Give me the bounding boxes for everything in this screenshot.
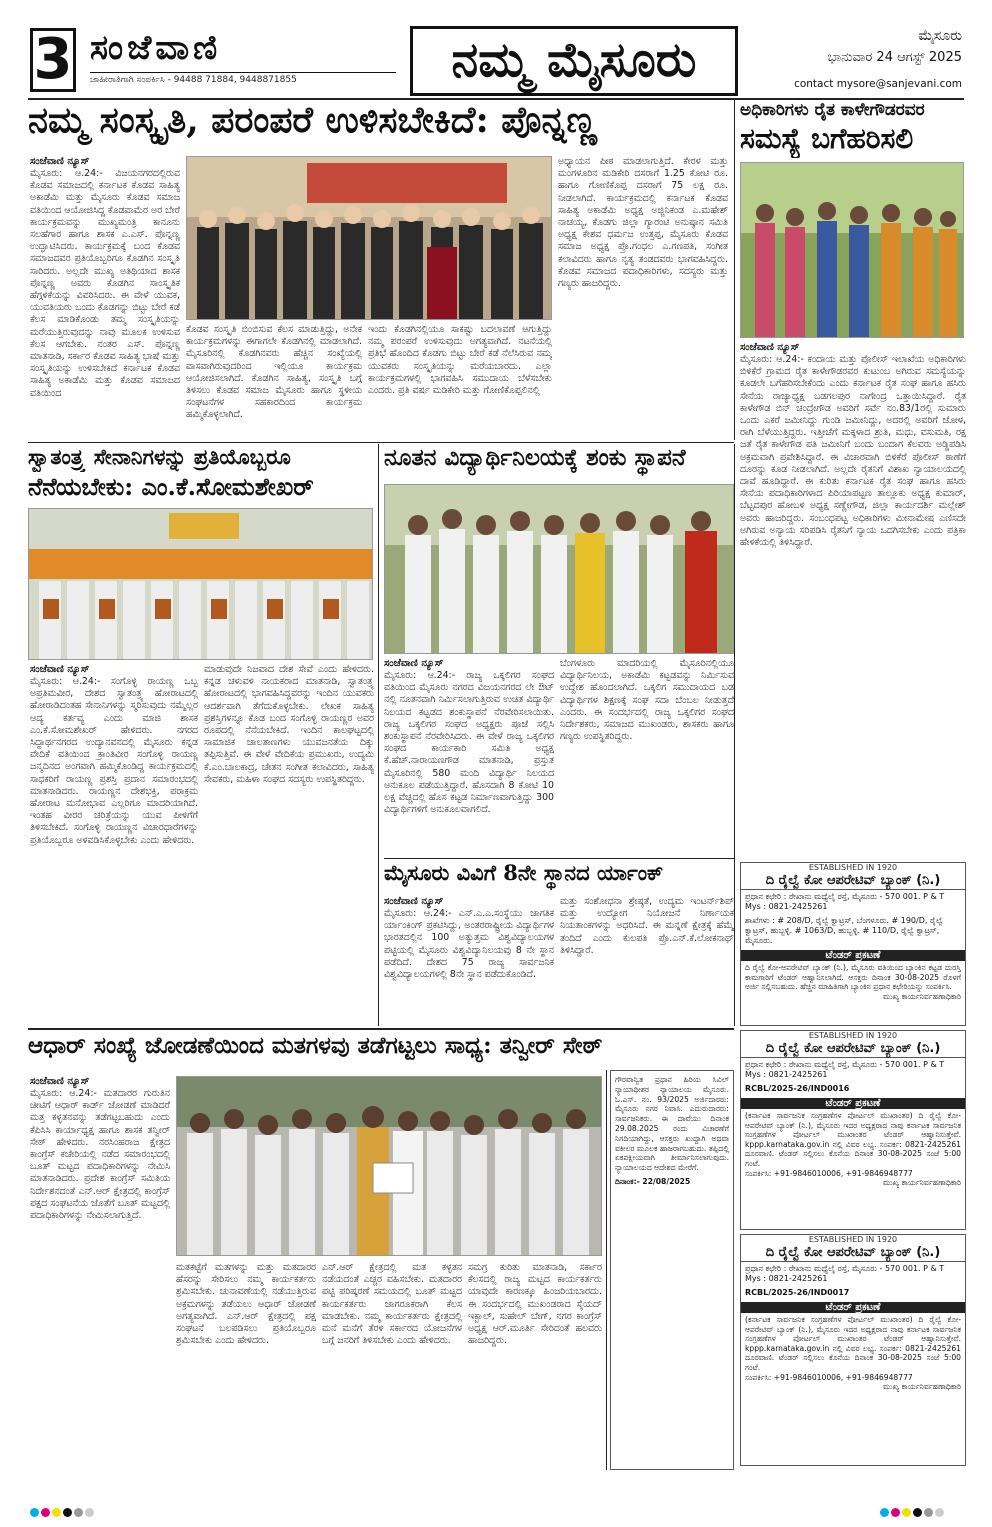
story6-headline: ಆಧಾರ್ ಸಂಖ್ಯೆ ಜೋಡಣೆಯಿಂದ ಮತಗಳವು ತಡೆಗಟ್ಟಲು ಸಾಧ್ಯ: ತನ್ವೀರ್ ಸೇಠ್: [28, 1034, 603, 1059]
award-ceremony-photo: [29, 509, 373, 660]
ad2-reference: RCBL/2025-26/IND0016: [745, 1084, 850, 1093]
story1-col2: ಕೊಡವ ಸಂಸ್ಕೃತಿ ಬಿಂಬಿಸುವ ಕೆಲಸ ಮಾಡುತ್ತಿದ್ದು, ಅನೇಕ ಕಾರ್ಯಕ್ರಮಗಳನ್ನು ಈಗಾಗಲೇ ಕೊಡಗಿನಲ್ಲಿ ಮಾಡಲಾಗಿದೆ. ಮೈಸೂರಿನಲ್ಲಿ ಕೊಡಗಿನವರು ಹೆಚ್ಚಿನ ಸಂಖ್ಯೆಯಲ್ಲಿ ವಾಸವಾಗಿರುವುದರಿಂದ ಇಲ್ಲಿಯೂ ಕಾರ್ಯಕ್ರಮ ಆಯೋಜಿಸಲಾಗಿದೆ. ಕೊಡಗಿನ ಸಾಹಿತ್ಯ, ಸಂಸ್ಕೃತಿ ಬಗ್ಗೆ ತಿಳಿಸಲು ಕೊಡವ ಸಮಾಜ ಮೈಸೂರು ಹಾಗೂ ಸ್ಥಳೀಯ ಸಂಘಟನೆಗಳ ಸಹಕಾರದಿಂದ ಕಾರ್ಯಕ್ರಮ ಹಮ್ಮಿಕೊಳ್ಳಲಾಗಿದೆ.: [186, 324, 362, 421]
ad3-bank-name: ದಿ ರೈಲ್ವೆ ಕೋ ಆಪರೇಟಿವ್ ಬ್ಯಾಂಕ್ (ನಿ.): [741, 1244, 965, 1262]
story6-col4: ಸಮಗ್ರ ಕುರಿತು ಮಾತನಾಡಿ, ಸರ್ಕಾರ ಕೆಲಸದಲ್ಲಿ ರಾಜ್ಯ ಮಟ್ಟದ ಕಾರ್ಯಕರ್ತರು ಯಾವುದೇ ಕಾರಣಕ್ಕೂ ಹಿಂಜರಿಯಬಾರದು. ಈ ಸಂದರ್ಭದಲ್ಲಿ ಮುಖಂಡರಾದ ಸೈಯದ್ ಇಕ್ಬಾಲ್, ಸುಹೇಲ್ ಬೇಗ್, ನಗರ ಕಾಂಗ್ರೆಸ್ ಅಧ್ಯಕ್ಷ ಆರ್.ಮೂರ್ತಿ ಸೇರಿದಂತೆ ಹಲವರು ಹಾಜರಿದ್ದರು.: [468, 1262, 602, 1347]
logo-text: ಸಂಜೆವಾಣಿ: [90, 28, 222, 68]
masthead-tagline: ಜಾಹೀರಾತಿಗಾಗಿ ಸಂಪರ್ಕಿಸಿ - 94488 71884, 9448871855: [90, 72, 396, 85]
page-number: 3: [30, 28, 76, 92]
story4-photo: [384, 484, 734, 654]
farmer-family-photo: [741, 163, 964, 338]
ad3-tender-title: ಟೆಂಡರ್ ಪ್ರಕಟಣೆ: [741, 1302, 965, 1313]
ad3-contact: ಸಂಪರ್ಕಿಸಿ: +91-9846010006, +91-9846948777: [745, 1372, 913, 1382]
story3-col1: ಮೈಸೂರು: ಆ.24:- ಸಂಗೊಳ್ಳಿ ರಾಯಣ್ಣ ಒಬ್ಬ ಅಪ್ರತಿಮವೀರ, ದೇಶದ ಸ್ವಾತಂತ್ರ್ಯ ಹೋರಾಟದಲ್ಲಿ ಹೋರಾಡಿದಂತಹ ಸೇನಾನಿಗಳನ್ನು ಸ್ಮರಿಸುವುದು ನಮ್ಮೆಲ್ಲರ ಆದ್ಯ ಕರ್ತವ್ಯ ಎಂದು ಮಾಜಿ ಶಾಸಕ ಎಂ.ಕೆ.ಸೋಮಶೇಖರ್ ಹೇಳಿದರು. ನಗರದ ಸಿದ್ಧಾರ್ಥನಗರದ ಉದ್ಯಾನವನದಲ್ಲಿ ಮೈಸೂರು ಕನ್ನಡ ವೇದಿಕೆ ವತಿಯಿಂದ ಕ್ರಾಂತಿವೀರ ಸಂಗೊಳ್ಳಿ ರಾಯಣ್ಣ ಜನ್ಮದಿನದ ಅಂಗವಾಗಿ ಹಮ್ಮಿಕೊಂಡಿದ್ದ ಕಾರ್ಯಕ್ರಮದಲ್ಲಿ ಸಾಧಕರಿಗೆ ರಾಯಣ್ಣ ಪ್ರಶಸ್ತಿ ಪ್ರದಾನ ಸಮಾರಂಭದಲ್ಲಿ ಮಾತನಾಡಿದರು. ರಾಯಣ್ಣನ ದೇಶಭಕ್ತಿ, ಪರಾಕ್ರಮ ಹೋರಾಟ ಮನೋಭಾವ ಎಲ್ಲರಿಗೂ ಮಾದರಿಯಾಗಿದೆ. ಇಂತಹ ವೀರರ ಚರಿತ್ರೆಯನ್ನು ಯುವ ಪೀಳಿಗೆಗೆ ತಿಳಿಸಬೇಕಿದೆ. ಸಂಗೊಳ್ಳಿ ರಾಯಣ್ಣನ ವಿಚಾರಧಾರೆಗಳನ್ನು ಪ್ರತಿಯೊಬ್ಬರೂ ಅಳವಡಿಸಿಕೊಳ್ಳಬೇಕು ಎಂದು ಹೇಳಿದರು.: [30, 676, 198, 846]
ad2-address: ಪ್ರಧಾನ ಕಛೇರಿ : ರೇಖಾನು ಮಧ್ಯೆಲೈ ರಸ್ತೆ, ಮೈಸೂರು - 570 001. P & T Mys : 0821-2425261: [745, 1060, 945, 1079]
ad2-text: (ಕರ್ನಾಟಕ ಸಾರ್ವಜನಿಕ ಸಂಗ್ರಹಣೆಗಳ ಪೋರ್ಟಲ್ ಮುಖಾಂತರ) ದಿ ರೈಲ್ವೆ ಕೋ-ಆಪರೇಟಿವ್ ಬ್ಯಾಂಕ್ (ನಿ.), ಮೈಸೂರು ಇದರ ಅಧ್ಯಕ್ಷರಾದ ನಾವು ಕರ್ನಾಟಕ ಸಾರ್ವಜನಿಕ ಸಂಗ್ರಹಣೆಗಳ ಪೋರ್ಟಲ್ ಮುಖಾಂತರ ಟೆಂಡರ್ ಆಹ್ವಾನಿಸುತ್ತೇವೆ. kppp.karnataka.gov.in ನಲ್ಲಿ ವಿವರ ಲಭ್ಯ. ಸಂಪರ್ಕ: 0821-2425261 ದೂರವಾಣಿ. ಟೆಂಡರ್ ಸಲ್ಲಿಸಲು ಕೊನೆಯ ದಿನಾಂಕ 30-08-2025 ಸಂಜೆ 5:00 ಗಂಟೆ.: [745, 1111, 961, 1168]
story6-byline: ಸಂಜೆವಾಣಿ ನ್ಯೂಸ್: [30, 1076, 90, 1087]
story4-col1: ಮೈಸೂರು: ಆ.24:- ರಾಜ್ಯ ಒಕ್ಕಲಿಗರ ಸಂಘದ ವತಿಯಿಂದ ಮೈಸೂರು ನಗರದ ವಿಜಯನಗರದ ಲೇ ಔಟ್ ನಲ್ಲಿ ನೂತನವಾಗಿ ನಿರ್ಮಿಸಲಾಗುತ್ತಿರುವ ಉಚಿತ ವಿದ್ಯಾರ್ಥಿ ನಿಲಯದ ಕಟ್ಟಡದ ಶಂಕುಸ್ಥಾಪನೆ ನೆರವೇರಿಸಲಾಯಿತು. ರಾಜ್ಯ ಒಕ್ಕಲಿಗರ ಸಂಘದ ಅಧ್ಯಕ್ಷರು ಪೂಜೆ ಸಲ್ಲಿಸಿ ಶಂಕುಸ್ಥಾಪನೆ ನೆರವೇರಿಸಿದರು. ಈ ವೇಳೆ ರಾಜ್ಯ ಒಕ್ಕಲಿಗರ ಸಂಘದ ಕಾರ್ಯಕಾರಿ ಸಮಿತಿ ಅಧ್ಯಕ್ಷ ಕೆ.ಹೆಚ್.ನಾರಾಯಣಗೌಡ ಮಾತನಾಡಿ, ಪ್ರಸ್ತುತ ಮೈಸೂರಿನಲ್ಲಿ 580 ಮಂದಿ ವಿದ್ಯಾರ್ಥಿ ನಿಲಯದ ಅನುಕೂಲ ಪಡೆಯುತ್ತಿದ್ದಾರೆ. ಹೊಸದಾಗಿ 8 ಕೋಟಿ 10 ಲಕ್ಷ ವೆಚ್ಚದಲ್ಲಿ ಹೊಸ ಕಟ್ಟಡ ನಿರ್ಮಾಣವಾಗುತ್ತಿದ್ದು 300 ವಿದ್ಯಾರ್ಥಿಗಳಿಗೆ ಅನುಕೂಲವಾಗಲಿದೆ.: [384, 670, 554, 816]
ad1-tender-title: ಟೆಂಡರ್ ಪ್ರಕಟಣೆ: [741, 950, 965, 961]
story4-headline: ನೂತನ ವಿದ್ಯಾರ್ಥಿನಿಲಯಕ್ಕೆ ಶಂಕು ಸ್ಥಾಪನೆ: [384, 446, 686, 471]
story5-col1: ಮೈಸೂರು: ಆ.24:- ಎನ್.ಎ.ಎ.ಸಂಸ್ಥೆಯು ಜಾಗತಿಕ ರ್ಯಾಂಕಿಂಗ್ ಪ್ರಕಟಿಸಿದ್ದು, ಅಂತರರಾಷ್ಟ್ರೀಯ ವಿದ್ಯಾರ್ಥಿಗಳ ಭಾರತದಲ್ಲಿನ 100 ಅತ್ಯುತ್ತಮ ವಿಶ್ವವಿದ್ಯಾಲಯಗಳ ಪಟ್ಟಿಯಲ್ಲಿ ಮೈಸೂರು ವಿಶ್ವವಿದ್ಯಾನಿಲಯವು 8 ನೇ ಸ್ಥಾನ ಪಡೆದಿದೆ. ದೇಶದ 75 ರಾಜ್ಯ ಸಾರ್ವಜನಿಕ ವಿಶ್ವವಿದ್ಯಾಲಯಗಳಲ್ಲಿ 8ನೇ ಸ್ಥಾನ ಪಡೆದುಕೊಂಡಿದೆ.: [384, 908, 554, 981]
story3-headline2: ನೆನೆಯಬೇಕು: ಎಂ.ಕೆ.ಸೋಮಶೇಖರ್: [28, 474, 314, 501]
ad2-contact: ಸಂಪರ್ಕಿಸಿ: +91-9846010006, +91-9846948777: [745, 1168, 913, 1178]
ad3-signature: ಮುಖ್ಯ ಕಾರ್ಯನಿರ್ವಹಣಾಧಿಕಾರಿ: [882, 1382, 961, 1392]
story3-byline: ಸಂಜೆವಾಣಿ ನ್ಯೂಸ್: [30, 664, 90, 675]
story1-col4: ಅಧ್ಯಾಯನ ಪೀಠ ಮಾಡಲಾಗುತ್ತಿದೆ. ಕೇರಳ ಮತ್ತು ಮಂಗಳೂರಿನ ಮಡಿಕೇರಿ ದಸರಾಗೆ 1.25 ಕೋಟಿ ರೂ. ಹಾಗೂ ಗೋಣಿಕೊಪ್ಪ ದಸರಾಗೆ 75 ಲಕ್ಷ ರೂ. ನೀಡಲಾಗಿದೆ. ಕಾರ್ಯಕ್ರಮದಲ್ಲಿ ಕರ್ನಾಟಕ ಕೊಡವ ಸಾಹಿತ್ಯ ಅಕಾಡೆಮಿ ಅಧ್ಯಕ್ಷ ಅಜ್ಜಿನಿಕಂಡ ಎ.ಮಹೇಶ್ ನಾಚಯ್ಯ, ಕೊಡಗು ಜಿಲ್ಲಾ ಗ್ಯಾರಂಟಿ ಅನುಷ್ಠಾನ ಸಮಿತಿ ಅಧ್ಯಕ್ಷ ಕೇಶವ ಧರ್ಮಜ ಉತ್ತಪ್ಪ, ಮೈಸೂರು ಕೊಡವ ಸಮಾಜ ಅಧ್ಯಕ್ಷ ಪ್ರೊ.ಗಂಧಲ ಎ.ಗಣಪತಿ, ಸಂಗೀತ ಕಲಾವಿದರು ಹಾಗೂ ನೃತ್ಯ ತಂಡದವರು ಭಾಗವಹಿಸಿದ್ದರು. ಕೊಡವ ಸಮಾಜದ ಪದಾಧಿಕಾರಿಗಳು, ಸದಸ್ಯರು ಮತ್ತು ಗಣ್ಯರು ಹಾಜರಿದ್ದರು.: [558, 156, 728, 290]
foundation-ceremony-photo: [385, 485, 734, 654]
story1-photo: [186, 156, 552, 320]
ad3-established: ESTABLISHED IN 1920: [808, 1235, 898, 1244]
story1-col1: ಮೈಸೂರು: ಆ.24:- ವಿಜಯನಗರದಲ್ಲಿರುವ ಕೊಡವ ಸಮಾಜದಲ್ಲಿ ಕರ್ನಾಟಕ ಕೊಡವ ಸಾಹಿತ್ಯ ಅಕಾಡೆಮಿ ಮತ್ತು ಮೈಸೂರು ಕೊಡವ ಸಮಾಜ ವತಿಯಿಂದ ಆಯೋಜಿಸಿದ್ದ ಕೊಡವಾಮೆರ ಅರ ಬೇರೆ ಕಾರ್ಯಕ್ರಮವನ್ನು ಮುಖ್ಯಮಂತ್ರಿ ಕಾನೂನು ಸಲಹೆಗಾರ ಹಾಗೂ ಶಾಸಕ ಎ.ಎಸ್. ಪೊನ್ನಣ್ಣ ಉದ್ಘಾಟಿಸಿದರು. ಕಾರ್ಯಕ್ರಮಕ್ಕೆ ಬಂದ ಕೊಡವ ಸಮಾಜದವರ ಪ್ರತಿಯೊಬ್ಬರಿಗೂ ಕೊಡಗಿನ ಸಂಸ್ಕೃತಿ ಸಾರಿದರು. ಅಲ್ಲದೇ ಮುಖ್ಯ ಅತಿಥಿಯಾದ ಶಾಸಕ ಪೊನ್ನಣ್ಣ ಅವರು ಕೊಡಗಿನ ಸಾಂಸ್ಕೃತಿಕ ಹೆಗ್ಗಳಿಕೆಯನ್ನು ವಿವರಿಸಿದರು. ಈ ವೇಳೆ ಯುವಕ, ಯುವತಿಯರು ಬಂದು ಕೊಡಗನ್ನು ಬಿಟ್ಟು ಬೇರೆ ಕಡೆ ಕೆಲಸ ಮಾಡಿಕೊಂಡು ತಮ್ಮ ಸಂಸ್ಕೃತಿಯನ್ನು ಮರೆಯುತ್ತಿರುವುದನ್ನು ನಾವು ಮೂಲಕ ಉಳಿಸುವ ಕೆಲಸ ಆಗಬೇಕು. ನಂತರ ಎಸ್. ಪೊನ್ನಣ್ಣ ಮಾತನಾಡಿ, ಸರ್ಕಾರ ಕೊಡವ ಸಾಹಿತ್ಯ ಭಾಷೆ ಮತ್ತು ಸಂಸ್ಕೃತಿಯನ್ನು ಉಳಿಸಬೇಕಿದೆ ಕರ್ನಾಟಕ ಕೊಡವ ಸಾಹಿತ್ಯ ಅಕಾಡೆಮಿ ಮತ್ತು ಕೊಡವ ಸಮಾಜದ ವತಿಯಿಂದ: [30, 168, 180, 399]
section-title: ನಮ್ಮ ಮೈಸೂರು: [410, 26, 738, 96]
story6-photo: [176, 1076, 602, 1256]
story5-byline: ಸಂಜೆವಾಣಿ ನ್ಯೂಸ್: [384, 896, 444, 907]
ad3-reference: RCBL/2025-26/IND0017: [745, 1288, 850, 1297]
ad2-signature: ಮುಖ್ಯ ಕಾರ್ಯನಿರ್ವಹಣಾಧಿಕಾರಿ: [882, 1178, 961, 1188]
story2-body: ಮೈಸೂರು: ಆ.24:- ಕಂದಾಯ ಮತ್ತು ಪೊಲೀಸ್ ಇಲಾಖೆಯ ಅಧಿಕಾರಿಗಳು ಬಿಳಿಕೆರೆ ಗ್ರಾಮದ ರೈತ ಕಾಳೇಗೌಡರವರ ಕುಟುಂಬ ಅಗಿರುವ ಸಮಸ್ಯೆಯನ್ನು ಕೂಡಲೇ ಬಗೆಹರಿಸಬೇಕೆಂದು ಎಂದು ಕರ್ನಾಟಕ ರೈತ ಸಂಘ ಹಾಗೂ ಹಸಿರು ಸೇನೆಯ ರಾಜ್ಯಾಧ್ಯಕ್ಷ ಬಡಗಲಪುರ ನಾಗೇಂದ್ರ ಒತ್ತಾಯಿಸಿದ್ದಾರೆ. ರೈತ ಕಾಳೇಗೌಡ ಬಿನ್ ಚಂದ್ರೇಗೌಡ ಅವರಿಗೆ ಸರ್ವೆ ನಂ.83/1ರಲ್ಲಿ ಸುಮಾರು ಒಂದು ಎಕರೆ ಜಮೀನಿದ್ದು ಗುಂಡಿ ಜಮೀನಿದ್ದು, ಅದರಲ್ಲಿ ಅವರಿಗೆ ಜೋಳ, ರಾಗಿ ಬೆಳೆಯುತ್ತಿದ್ದರು. ಇತ್ತೀಚೆಗೆ ಮಕ್ಕಳಾದ ಶ್ರುತಿ, ಮಧು, ವಸುಮತಿ, ರಕ್ಷ ಜತೆ ರೈತ ಕಾಳೇಗೌಡ ಪತಿ ಜಮೀನಿಗೆ ಬಂದು ಬಂದಾಗ ಕೆಲವರು ಅಡ್ಡಿಪಡಿಸಿ ಅಕ್ರಮವಾಗಿ ಪ್ರವೇಶಿಸಿದ್ದಾರೆ. ಈ ವಿಚಾರವಾಗಿ ಬಿಳಿಕೆರೆ ಪೊಲೀಸ್ ಠಾಣೆಗೆ ದೂರನ್ನು ಕೂಡ ನೀಡಲಾಗಿದೆ. ಅಲ್ಲದೇ ರೈತನಿಗೆ ವಿಶಾಖ ನ್ಯಾಯಾಲಯದಲ್ಲಿ ದಾವೆ ಹೂಡಿದ್ದಾರೆ. ಈ ಕುರಿತು ಕರ್ನಾಟಕ ರೈತ ಸಂಘ ಹಾಗೂ ಹಸಿರು ಸೇನೆಯ ಪದಾಧಿಕಾರಿಗಳಾದ ಪಿರಿಯಾಪಟ್ಟಣ ತಾಲ್ಲೂಕು ಅಧ್ಯಕ್ಷ ಕುಮಾರ್, ಬೆಟ್ಟದಪುರ ಹೋಬಳಿ ಅಧ್ಯಕ್ಷ ಸಣ್ಣೇಗೌಡ, ಜಿಲ್ಲಾ ಕಾರ್ಯದರ್ಶಿ ಮಲ್ಲೇಶ್ ಅವರು ಹಾಜರಿದ್ದರು. ಸಂಬಂಧಪಟ್ಟ ಅಧಿಕಾರಿಗಳು ಮೀನಾಮೇಷ ಎಣಿಸದೇ ಅಗಿರುವ ಅನ್ಯಾಯ ಸರಿಪಡಿಸಿ ರೈತನಿಗೆ ನ್ಯಾಯ ಒದಗಿಸಬೇಕು ಎಂದು ಪತ್ರಿಕಾ ಹೇಳಿಕೆಯಲ್ಲಿ ತಿಳಿಸಿದ್ದಾರೆ.: [740, 354, 966, 549]
ad1-address: ಪ್ರಧಾನ ಕಛೇರಿ : ರೇಖಾನು ಮಧ್ಯೆಲೈ ರಸ್ತೆ, ಮೈಸೂರು - 570 001. P & T Mys : 0821-2425261: [745, 892, 945, 911]
story2-byline: ಸಂಜೆವಾಣಿ ನ್ಯೂಸ್: [740, 342, 800, 353]
story3-headline: ಸ್ವಾತಂತ್ರ್ಯ ಸೇನಾನಿಗಳನ್ನು ಪ್ರತಿಯೊಬ್ಬರೂ: [28, 446, 291, 469]
bank-ad-3: [740, 1234, 966, 1466]
bank-ad-1: [740, 862, 966, 1026]
story2-headline: ಅಧಿಕಾರಿಗಳು ರೈತ ಕಾಳೇಗೌಡರವರ: [740, 102, 925, 120]
story6-col1: ಮೈಸೂರು: ಆ.24:- ಮತದಾರರ ಗುರುತಿನ ಚೀಟಿಗೆ ಆಧಾರ್ ಕಾರ್ಡ್ ಜೋಡಣೆ ಮಾಡಿದರೆ ಮತ್ತ ಕಳ್ಳತನವನ್ನು ತಡೆಗಟ್ಟಬಹುದು ಎಂದು ಕೆಪಿಸಿಸಿ ಕಾರ್ಯಾಧ್ಯಕ್ಷ ಹಾಗೂ ಶಾಸಕ ತನ್ವೀರ್ ಸೇಠ್ ಹೇಳಿದರು. ನರಸಿಂಹರಾಜ ಕ್ಷೇತ್ರದ ಕಾಂಗ್ರೆಸ್ ಕಚೇರಿಯಲ್ಲಿ ನಡೆದ ಸಮಾರಂಭದಲ್ಲಿ ಬೂತ್ ಮಟ್ಟದ ಪದಾಧಿಕಾರಿಗಳನ್ನು ನೇಮಿಸಿ ಮಾತನಾಡಿದರು. ಪ್ರದೇಶ ಕಾಂಗ್ರೆಸ್ ಸಮಿತಿಯ ನಿರ್ದೇಶನದಂತೆ ಎನ್.ಆರ್ ಕ್ಷೇತ್ರದಲ್ಲಿ ಕಾಂಗ್ರೆಸ್ ಪಕ್ಷದ ಸಂಘಟನೆಯ ಜೊತೆಗೆ ಬೂತ್ ಮಟ್ಟದಲ್ಲಿ ಪದಾಧಿಕಾರಿಗಳನ್ನು ನೇಮಿಸಲಾಗುತ್ತಿದೆ.: [30, 1088, 170, 1222]
congress-meeting-photo: [177, 1077, 602, 1256]
newspaper-logo: [90, 28, 396, 68]
ad1-text: ದಿ ರೈಲ್ವೆ ಕೋ-ಆಪರೇಟಿವ್ ಬ್ಯಾಂಕ್ (ನಿ.), ಮೈಸೂರು ವತಿಯಿಂದ ಬ್ಯಾಂಕಿನ ಕಟ್ಟಡ ದುರಸ್ತಿ ಕಾಮಗಾರಿಗೆ ಟೆಂಡರ್ ಆಹ್ವಾನಿಸಲಾಗಿದೆ. ಆಸಕ್ತರು ದಿನಾಂಕ 30-08-2025 ರೊಳಗೆ ಅರ್ಜಿ ಸಲ್ಲಿಸಬಹುದು. ಹೆಚ್ಚಿನ ಮಾಹಿತಿಗಾಗಿ ಬ್ಯಾಂಕಿನ ಪ್ರಧಾನ ಕಛೇರಿಯನ್ನು ಸಂಪರ್ಕಿಸಿ.: [745, 963, 961, 992]
ad1-signature: ಮುಖ್ಯ ಕಾರ್ಯನಿರ್ವಹಣಾಧಿಕಾರಿ: [882, 991, 961, 1001]
story6-col3: ಎನ್.ಆರ್ ಕ್ಷೇತ್ರದಲ್ಲಿ ಮತ ಕಳ್ಳತನ ನಡೆಯದಂತೆ ಎಚ್ಚರ ವಹಿಸಬೇಕು. ಮತದಾರರ ಪಟ್ಟಿ ಪರಿಷ್ಕರಣೆ ಸಮಯದಲ್ಲಿ ಬೂತ್ ಮಟ್ಟದ ಕಾರ್ಯಕರ್ತರು ಜಾಗರೂಕರಾಗಿ ಕೆಲಸ ಮಾಡಬೇಕು. ನಮ್ಮ ಕಾರ್ಯಕರ್ತರು ಕ್ಷೇತ್ರದಲ್ಲಿ ಮನೆ ಮನೆಗೆ ತೆರಳಿ ಸರ್ಕಾರದ ಯೋಜನೆಗಳ ಬಗ್ಗೆ ಜನರಿಗೆ ತಿಳಿಸಬೇಕು ಎಂದು ಹೇಳಿದರು.: [322, 1262, 462, 1347]
print-registration-marks-right: [880, 1502, 946, 1521]
court-notice-text: ಗೌರವಾನ್ವಿತ ಪ್ರಧಾನ ಹಿರಿಯ ಸಿವಿಲ್ ನ್ಯಾಯಾಧೀಶರ ನ್ಯಾಯಾಲಯ ಮೈಸೂರು. ಓ.ಎಸ್. ನಂ. 93/2025 ಅರ್ಜಿದಾರರು: ಮೈಸೂರು ನಗರ ನಿವಾಸಿ. ಎದುರುದಾರರು: ಸಾರ್ವಜನಿಕರು. ಈ ದಾವೆಯು ದಿನಾಂಕ 29.08.2025 ರಂದು ವಿಚಾರಣೆಗೆ ನಿಗದಿಯಾಗಿದ್ದು, ಆಸಕ್ತರು ಖುದ್ದಾಗಿ ಅಥವಾ ವಕೀಲರ ಮೂಲಕ ಹಾಜರಾಗಬಹುದು. ತಪ್ಪಿದಲ್ಲಿ ಏಕಪಕ್ಷೀಯವಾಗಿ ತೀರ್ಮಾನಿಸಲಾಗುವುದು. ನ್ಯಾಯಾಲಯದ ಆದೇಶದ ಮೇರೆಗೆ.: [615, 1075, 729, 1173]
story3-col2: ಮಾಡುವುದೇ ನಿಜವಾದ ದೇಶ ಸೇವೆ ಎಂದು ಹೇಳಿದರು. ಕನ್ನಡ ಚಳುವಳಿ ನಾಯಕರಾದ ಮಾತನಾಡಿ, ಸ್ವಾತಂತ್ರ್ಯ ಹೋರಾಟದಲ್ಲಿ ಭಾಗವಹಿಸಿದ್ದವರನ್ನು ಇಂದಿನ ಯುವಕರು ಆದರ್ಶವಾಗಿ ತೆಗೆದುಕೊಳ್ಳಬೇಕು. ಲೇಖಕ ಸಾಹಿತ್ಯ ಪ್ರಶಸ್ತಿಗಳನ್ನೂ ಕೊಡ ಬಂದ ಸಂಗೊಳ್ಳಿ ರಾಯಣ್ಣರ ಅವರ ರೂಪದಲ್ಲಿ ನೆನೆಯಬೇಕಿದೆ. ಇಂದಿನ ಕಾಲಘಟ್ಟದಲ್ಲಿ ಸಾಮಾಜಿಕ ಜಾಲತಾಣಗಳು ಯುವಜನತೆಯ ದಿಕ್ಕು ತಪ್ಪಿಸುತ್ತಿವೆ. ಈ ವೇಳೆ ವೇದಿಕೆಯ ಪ್ರಮುಖರು, ಉದ್ಯಮಿ ಕೆ.ಎಂ.ಬಾಲಕಾದ್ರ, ಚೇತನ ಸಂಗೀತ ಕಲಾವಿದರು, ಸಾಹಿತ್ಯ ಸೇವಕರು, ಮಹಿಳಾ ಸಂಘದ ಸದಸ್ಯರು ಉಪಸ್ಥಿತರಿದ್ದರು.: [204, 664, 374, 785]
ad3-text: (ಕರ್ನಾಟಕ ಸಾರ್ವಜನಿಕ ಸಂಗ್ರಹಣೆಗಳ ಪೋರ್ಟಲ್ ಮುಖಾಂತರ) ದಿ ರೈಲ್ವೆ ಕೋ-ಆಪರೇಟಿವ್ ಬ್ಯಾಂಕ್ (ನಿ.), ಮೈಸೂರು ಇದರ ಅಧ್ಯಕ್ಷರಾದ ನಾವು ಕರ್ನಾಟಕ ಸಾರ್ವಜನಿಕ ಸಂಗ್ರಹಣೆಗಳ ಪೋರ್ಟಲ್ ಮುಖಾಂತರ ಟೆಂಡರ್ ಆಹ್ವಾನಿಸುತ್ತೇವೆ. kppp.karnataka.gov.in ನಲ್ಲಿ ವಿವರ ಲಭ್ಯ. ಸಂಪರ್ಕ: 0821-2425261 ದೂರವಾಣಿ. ಟೆಂಡರ್ ಸಲ್ಲಿಸಲು ಕೊನೆಯ ದಿನಾಂಕ 30-08-2025 ಸಂಜೆ 5:00 ಗಂಟೆ.: [745, 1315, 961, 1372]
ad3-address: ಪ್ರಧಾನ ಕಛೇರಿ : ರೇಖಾನು ಮಧ್ಯೆಲೈ ರಸ್ತೆ, ಮೈಸೂರು - 570 001. P & T Mys : 0821-2425261: [745, 1264, 945, 1283]
bank-ad-2: [740, 1030, 966, 1230]
story2-photo: [740, 162, 964, 338]
story1-byline: ಸಂಜೆವಾಣಿ ನ್ಯೂಸ್: [30, 156, 90, 167]
ad1-established: ESTABLISHED IN 1920: [808, 863, 898, 872]
event-photo-image: [187, 157, 552, 320]
masthead-date: ಭಾನುವಾರ 24 ಆಗಸ್ಟ್ 2025: [827, 50, 962, 65]
story1-col3: ಇಂದು ಕೊಡಗಿನಲ್ಲಿಯೂ ಸಾಕಷ್ಟು ಬದಲಾವಣೆ ಆಗುತ್ತಿದ್ದು ನಮ್ಮ ಪರಂಪರೆ ಉಳಿಸುವುದು ಅಗತ್ಯವಾಗಿದೆ. ನಟನೆಯಲ್ಲಿ ಪ್ರತಿಭೆ ಹೊಂದಿದ ಕೊಡಗು ಬಿಟ್ಟು ಬೇರೆ ಕಡೆ ನೆಲೆಸಿರುವ ನಮ್ಮ ಯುವಕರು ಸಂಸ್ಕೃತಿಯನ್ನು ಮರೆಯಬಾರದು. ಎಲ್ಲಾ ಕಾರ್ಯಕ್ರಮಗಳಲ್ಲಿ ಭಾಗವಹಿಸಿ ಸಮುದಾಯ ಬೆಳೆಸಬೇಕು ಎಂದರು. ಪ್ರತಿ ವರ್ಷ ಮಡಿಕೇರಿ ಮತ್ತು ಗೋಣಿಕೊಪ್ಪಲಿನಲ್ಲಿ: [368, 324, 552, 397]
masthead-city: ಮೈಸೂರು: [918, 28, 962, 44]
ad2-tender-title: ಟೆಂಡರ್ ಪ್ರಕಟಣೆ: [741, 1098, 965, 1109]
story5-col2: ಮತ್ತು ಸಂಶೋಧನಾ ಶ್ರೇಷ್ಠತೆ, ಉದ್ಯಮ ಇಂಟರ್ನ್‌ಶಿಪ್ ಮತ್ತು ಉದ್ಯೋಗ ನಿಯೋಜನೆ ನಿರ್ಣಾಯಕ ನಿಯತಾಂಕಗಳನ್ನು ಅಧರಿಸಿದೆ. ಈ ಮನ್ನಣೆ ಕ್ಷೇತ್ರಕ್ಕೆ ಹೆಮ್ಮೆ ತಂದಿದೆ ಎಂದು ಕುಲಪತಿ ಪ್ರೊ.ಎನ್.ಕೆ.ಲೋಕನಾಥ್ ತಿಳಿಸಿದ್ದಾರೆ.: [560, 896, 734, 956]
court-notice: [610, 1070, 734, 1470]
court-notice-date: ದಿನಾಂಕ:- 22/08/2025: [615, 1176, 691, 1186]
ad2-established: ESTABLISHED IN 1920: [808, 1031, 898, 1040]
ad2-bank-name: ದಿ ರೈಲ್ವೆ ಕೋ ಆಪರೇಟಿವ್ ಬ್ಯಾಂಕ್ (ನಿ.): [741, 1040, 965, 1058]
story6-col2: ಮತಕಟ್ಟೆಗೆ ಮತಗಳನ್ನು ಮತ್ತು ಮತದಾರರ ಹೆಸರನ್ನು ಸೇರಿಸಲು ನಮ್ಮ ಕಾರ್ಯಕರ್ತರು ಶ್ರಮಿಸಬೇಕು. ಚುನಾವಣೆಯಲ್ಲಿ ನಡೆಯುತ್ತಿರುವ ಅಕ್ರಮಗಳನ್ನು ತಡೆಯಲು ಆಧಾರ್ ಜೋಡಣೆ ಅಗತ್ಯವಾಗಿದೆ. ಎನ್.ಆರ್ ಕ್ಷೇತ್ರದಲ್ಲಿ ಪಕ್ಷ ಸಂಘಟನೆ ಬಲಪಡಿಸಲು ಪ್ರತಿಯೊಬ್ಬರೂ ಶ್ರಮಿಸಬೇಕು ಎಂದು ಹೇಳಿದರು.: [176, 1262, 316, 1347]
story1-headline: ನಮ್ಮ ಸಂಸ್ಕೃತಿ, ಪರಂಪರೆ ಉಳಿಸಬೇಕಿದೆ: ಪೊನ್ನಣ್ಣ: [28, 102, 597, 141]
story5-headline: ಮೈಸೂರು ವಿವಿಗೆ 8ನೇ ಸ್ಥಾನದ ರ್ಯಾಂಕ್: [384, 862, 664, 885]
story2-headline2: ಸಮಸ್ಯೆ ಬಗೆಹರಿಸಲಿ: [740, 124, 914, 155]
story4-byline: ಸಂಜೆವಾಣಿ ನ್ಯೂಸ್: [384, 658, 444, 669]
ad1-bank-name: ದಿ ರೈಲ್ವೆ ಕೋ ಆಪರೇಟಿವ್ ಬ್ಯಾಂಕ್ (ನಿ.): [741, 872, 965, 890]
print-registration-marks-left: [30, 1502, 96, 1521]
story4-col2: ಬೆಂಗಳೂರು ಮಾದರಿಯಲ್ಲಿ ಮೈಸೂರಿನಲ್ಲಿಯೂ ವಿದ್ಯಾರ್ಥಿನಿಲಯ, ಅಕಾಡೆಮಿ ಕಟ್ಟಡವನ್ನು ನಿರ್ಮಿಸುವ ಉದ್ದೇಶ ಹೊಂದಲಾಗಿದೆ. ಒಕ್ಕಲಿಗ ಸಮುದಾಯದ ಬಡ ವಿದ್ಯಾರ್ಥಿಗಳ ಶಿಕ್ಷಣಕ್ಕೆ ಸಂಘ ಸದಾ ಬೆಂಬಲ ನೀಡುತ್ತದೆ ಎಂದರು. ಈ ಸಂದರ್ಭದಲ್ಲಿ ರಾಜ್ಯ ಒಕ್ಕಲಿಗರ ಸಂಘದ ನಿರ್ದೇಶಕರು, ಸಮಾಜದ ಮುಖಂಡರು, ಶಾಸಕರು ಹಾಗೂ ಗಣ್ಯರು ಉಪಸ್ಥಿತರಿದ್ದರು.: [560, 658, 734, 743]
masthead-contact: contact mysore@sanjevani.com: [794, 78, 962, 90]
ad1-branches: ಶಾಖೆಗಳು : # 208/D, ರೈಲ್ವೆ ಕ್ವಾಟ್ರಸ್, ಬೆಂಗಳೂರು. # 190/D, ರೈಲ್ವೆ ಕ್ವಾಟ್ರಸ್, ಹುಬ್ಬಳ್ಳಿ. # 1063/D, ಹುಬ್ಬಳ್ಳಿ. # 110/D, ರೈಲ್ವೆ ಕ್ವಾಟ್ರಸ್, ಮೈಸೂರು.: [745, 916, 943, 945]
story3-photo: [28, 508, 373, 660]
